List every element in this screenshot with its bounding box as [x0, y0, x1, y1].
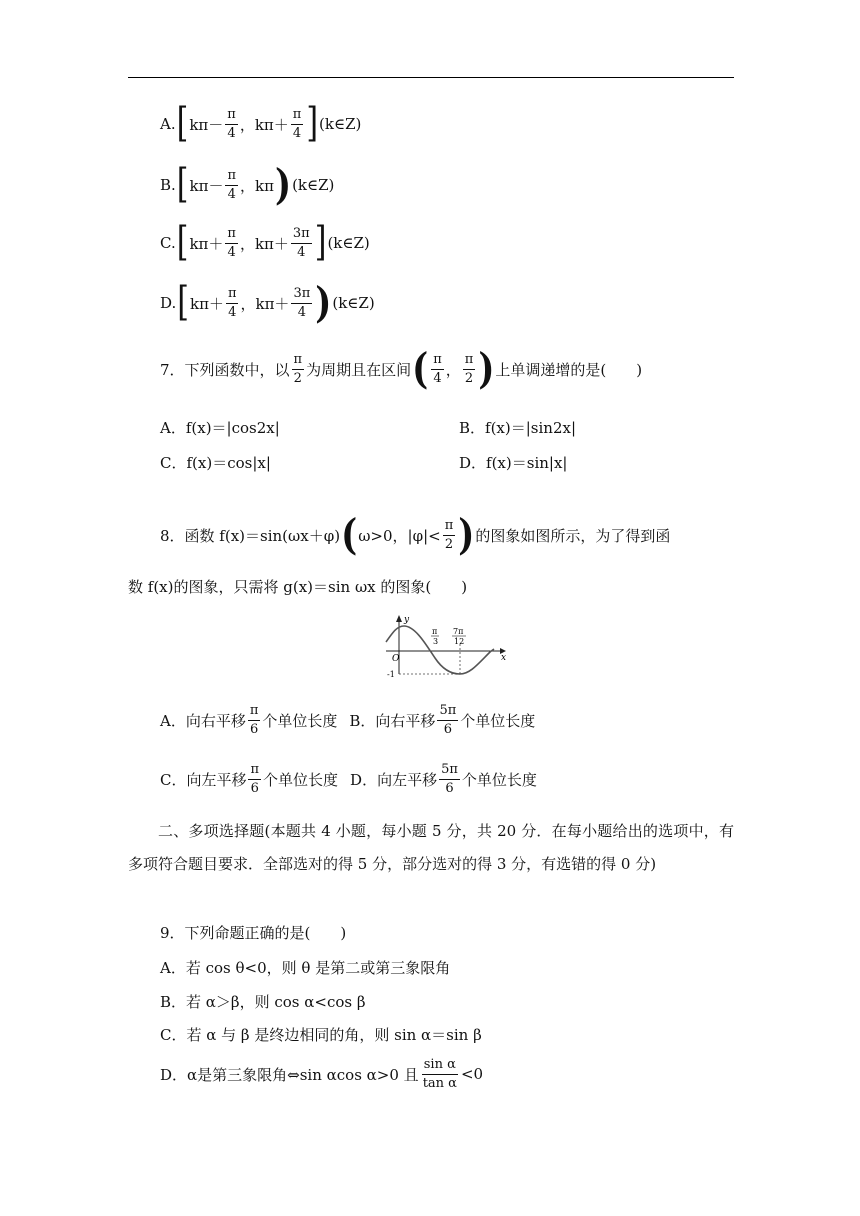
right-bracket: ] — [306, 99, 319, 148]
expr: kπ＋ — [189, 294, 224, 313]
fraction — [225, 108, 238, 140]
q8-option-d: D．向左平移 — [350, 770, 438, 789]
right-paren: ) — [274, 160, 292, 210]
numerator: 3π — [291, 287, 312, 304]
q8-stem — [160, 510, 671, 560]
q8-option-a: A．向右平移 — [160, 711, 246, 730]
tick-pi3-den: 3 — [433, 637, 439, 646]
q9-option-d-tail: <0 — [460, 1065, 484, 1084]
numerator: π — [443, 519, 456, 536]
numerator: π — [225, 169, 238, 186]
q7-text: 7．下列函数中，以 — [160, 360, 290, 379]
denominator: 6 — [443, 721, 452, 737]
q9-option-d-text: D．α是第三象限角⇔sin αcos α>0 且 — [160, 1065, 419, 1084]
fraction — [225, 169, 238, 201]
domain-note: (k∈Z) — [332, 294, 375, 312]
y-label: y — [404, 615, 410, 625]
right-paren: ) — [315, 278, 332, 328]
q7-text: 为周期且在区间 — [306, 360, 412, 379]
tick-pi3-num: π — [432, 627, 438, 636]
expr: kπ＋ — [189, 234, 224, 253]
denominator: 4 — [297, 244, 306, 260]
domain-note: (k∈Z) — [319, 115, 362, 134]
fraction — [225, 227, 238, 259]
q9-stem: 9．下列命题正确的是( ) — [160, 924, 347, 942]
expr: ，kπ — [240, 176, 274, 195]
numerator: π — [431, 353, 444, 370]
tick-7pi12-den: 12 — [454, 637, 465, 646]
fraction — [248, 763, 261, 795]
denominator: 2 — [293, 370, 302, 386]
left-bracket: [ — [176, 99, 189, 148]
sine-graph — [380, 612, 508, 678]
origin-label: O — [392, 654, 400, 664]
q9-option-c: C．若 α 与 β 是终边相同的角，则 sin α＝sin β — [160, 1026, 482, 1044]
q8-options-row1 — [160, 704, 535, 736]
fraction — [291, 227, 312, 259]
numerator: π — [248, 763, 261, 780]
q8-option-a-tail: 个单位长度 — [262, 711, 338, 730]
q8-text: 的图象如图所示，为了得到函 — [475, 526, 671, 545]
q7-option-d: D．f(x)＝sin|x| — [459, 454, 568, 472]
numerator: π — [291, 108, 304, 125]
numerator: π — [292, 353, 305, 370]
denominator: 4 — [228, 304, 237, 320]
domain-note: (k∈Z) — [327, 234, 370, 253]
x-label: x — [501, 653, 507, 663]
q9-option-a: A．若 cos θ<0，则 θ 是第二或第三象限角 — [160, 959, 451, 977]
denominator: 6 — [250, 780, 259, 796]
q7-stem — [160, 344, 643, 394]
denominator: tan α — [422, 1075, 457, 1091]
numerator: 5π — [439, 763, 460, 780]
left-paren: ( — [341, 510, 358, 560]
q6-option-c — [160, 218, 370, 267]
tick-7pi12-num: 7π — [453, 627, 464, 636]
q8-option-c-tail: 个单位长度 — [263, 770, 339, 789]
denominator: 4 — [433, 370, 442, 386]
header-rule — [128, 77, 734, 78]
q6-option-d — [160, 278, 375, 328]
fraction — [292, 353, 305, 385]
q8-text: 8．函数 f(x)＝sin(ωx＋φ) — [160, 526, 341, 545]
fraction — [226, 287, 239, 319]
q8-option-d-tail: 个单位长度 — [461, 770, 537, 789]
fraction — [421, 1058, 459, 1090]
denominator: 4 — [227, 186, 236, 202]
fraction — [291, 287, 312, 319]
left-paren: ( — [412, 344, 429, 394]
q6-option-b — [160, 160, 335, 210]
q8-option-b: B．向右平移 — [349, 711, 436, 730]
numerator: 5π — [437, 704, 458, 721]
left-bracket: [ — [176, 160, 189, 208]
comma: ， — [445, 360, 461, 379]
fraction — [291, 108, 304, 140]
expr: kπ－ — [189, 115, 224, 134]
q8-condition: ω>0，|φ|< — [358, 526, 441, 545]
denominator: 4 — [297, 304, 306, 320]
left-bracket: [ — [177, 278, 189, 326]
denominator: 4 — [227, 125, 236, 141]
fraction — [439, 763, 460, 795]
right-bracket: ] — [314, 218, 327, 267]
fraction — [437, 704, 458, 736]
q8-options-row2 — [160, 763, 537, 795]
y-axis-arrow — [396, 615, 402, 622]
fraction — [443, 519, 456, 551]
option-letter: B. — [160, 176, 176, 194]
numerator: 3π — [291, 227, 312, 244]
q7-text: 上单调递增的是( ) — [495, 360, 643, 379]
section-two-instructions: 二、多项选择题(本题共 4 小题，每小题 5 分，共 20 分．在每小题给出的选项中，有多项符合题目要求．全部选对的得 5 分，部分选对的得 3 分，有选错的得 0 分) — [128, 822, 734, 873]
denominator: 2 — [444, 536, 454, 552]
numerator: π — [225, 108, 238, 125]
fraction — [248, 704, 261, 736]
q8-stem-line2: 数 f(x)的图象，只需将 g(x)＝sin ωx 的图象( ) — [128, 578, 468, 596]
q9-option-d — [160, 1058, 483, 1090]
denominator: 4 — [227, 244, 236, 260]
q9-option-b: B．若 α＞β，则 cos α<cos β — [160, 993, 366, 1011]
fraction — [431, 353, 444, 385]
option-letter: A. — [160, 115, 176, 134]
q7-option-b: B．f(x)＝|sin2x| — [459, 419, 577, 437]
neg-one-label: -1 — [387, 670, 395, 678]
denominator: 4 — [292, 125, 302, 141]
right-paren: ) — [458, 510, 475, 560]
q8-option-c: C．向左平移 — [160, 770, 247, 789]
numerator: π — [248, 704, 261, 721]
q7-option-a: A．f(x)＝|cos2x| — [160, 419, 280, 437]
q7-option-c: C．f(x)＝cos|x| — [160, 454, 271, 472]
fraction — [463, 353, 476, 385]
sine-curve — [386, 626, 494, 674]
expr: ，kπ＋ — [239, 234, 289, 253]
right-paren: ) — [478, 344, 495, 394]
denominator: 2 — [464, 370, 474, 386]
numerator: sin α — [422, 1058, 458, 1075]
denominator: 6 — [445, 780, 454, 796]
expr: kπ－ — [189, 176, 224, 195]
option-letter: C. — [160, 234, 176, 253]
q8-option-b-tail: 个单位长度 — [460, 711, 536, 730]
domain-note: (k∈Z) — [292, 176, 335, 194]
expr: ，kπ＋ — [239, 115, 289, 134]
denominator: 6 — [249, 721, 259, 737]
numerator: π — [463, 353, 476, 370]
q6-option-a — [160, 99, 362, 148]
numerator: π — [226, 287, 239, 304]
left-bracket: [ — [176, 218, 189, 267]
numerator: π — [225, 227, 238, 244]
expr: ，kπ＋ — [240, 294, 290, 313]
option-letter: D. — [160, 294, 177, 312]
